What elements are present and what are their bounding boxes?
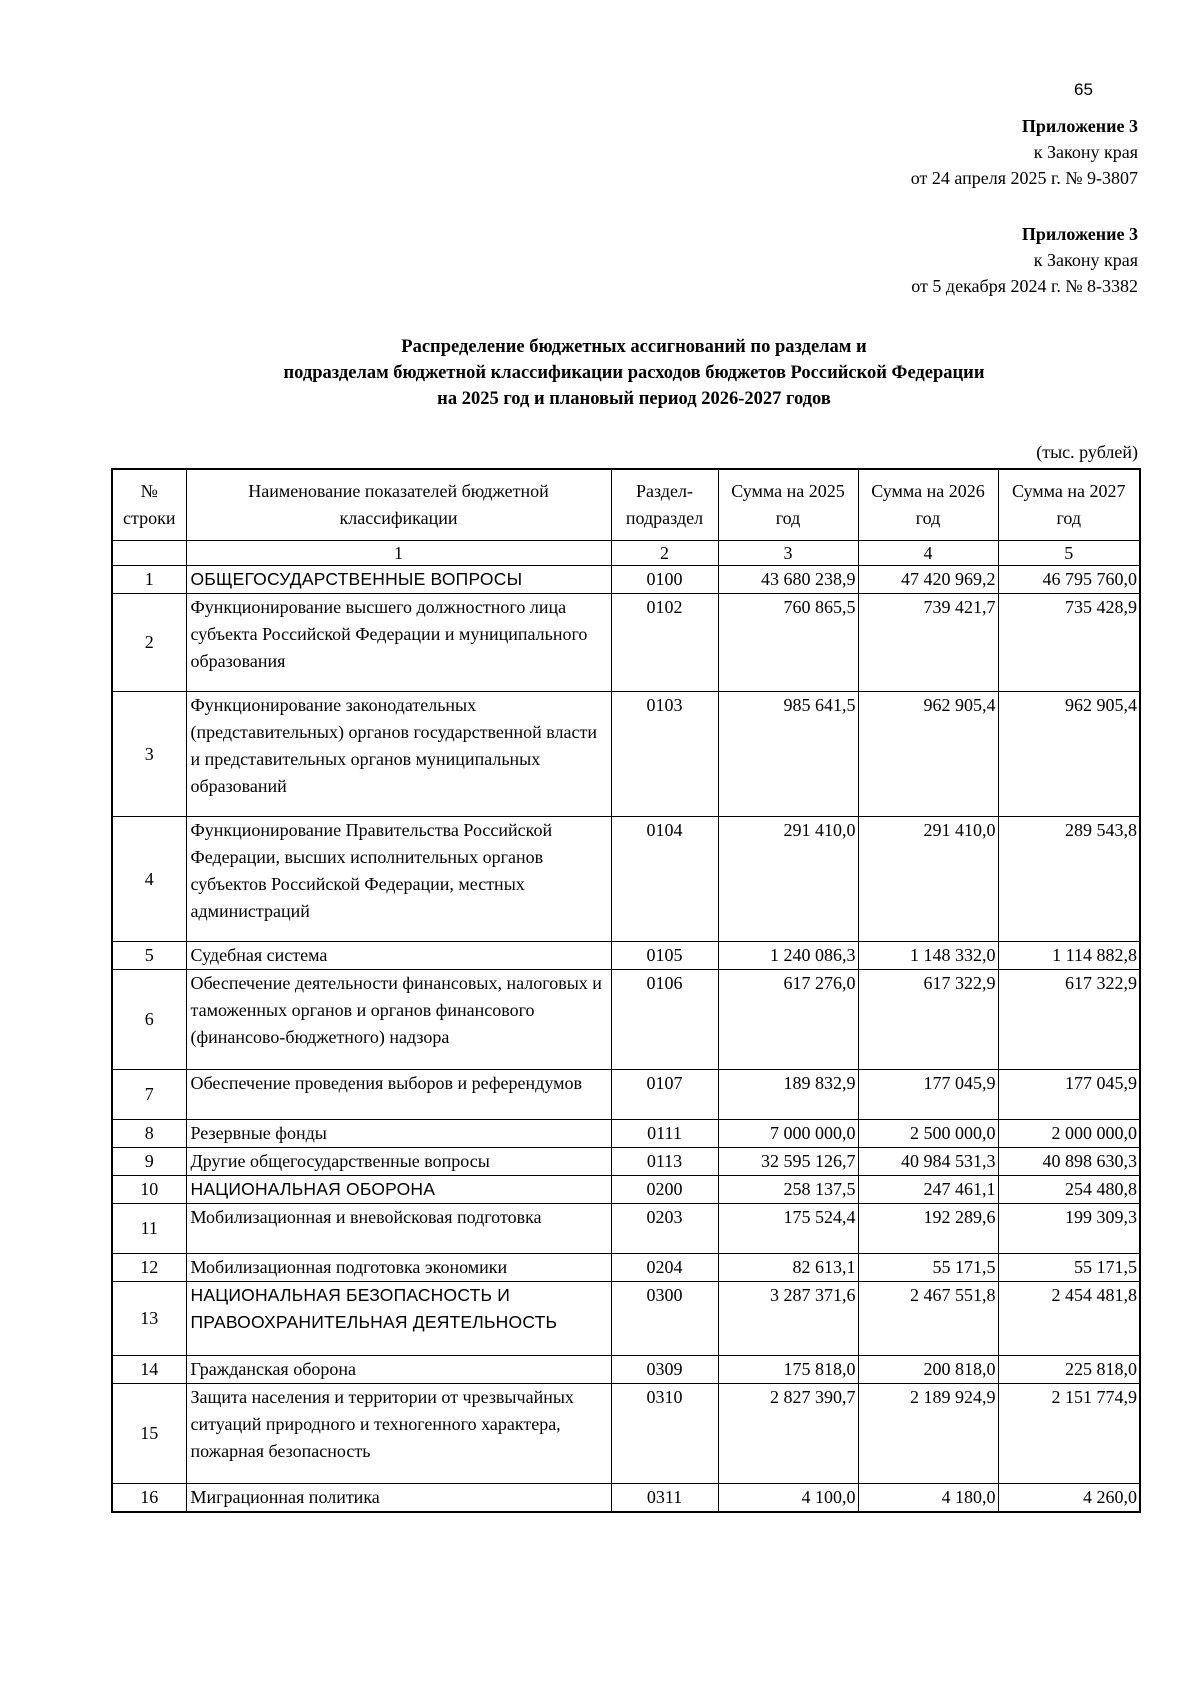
sum-2027: 55 171,5: [998, 1254, 1140, 1282]
sum-2026: 47 420 969,2: [858, 566, 998, 594]
title-line-3: на 2025 год и плановый период 2026-2027 годов: [437, 389, 831, 409]
sum-2027: 40 898 630,3: [998, 1148, 1140, 1176]
sum-2026: 291 410,0: [858, 817, 998, 942]
section-code: 0311: [611, 1484, 718, 1513]
header-sum-2026: Сумма на 2026 год: [858, 469, 998, 541]
table-row: [112, 1148, 1140, 1176]
appendix-title: Приложение 3: [1021, 116, 1138, 136]
row-number: 6: [112, 970, 186, 1070]
sum-2025: 2 827 390,7: [718, 1384, 858, 1484]
sum-2025: 3 287 371,6: [718, 1282, 858, 1356]
table-row: [112, 1282, 1140, 1356]
sum-2026: 962 905,4: [858, 692, 998, 817]
sum-2025: 258 137,5: [718, 1176, 858, 1204]
sum-2025: 175 818,0: [718, 1356, 858, 1384]
header-sum-2027: Сумма на 2027 год: [998, 469, 1140, 541]
row-number: 16: [112, 1484, 186, 1513]
row-number: 14: [112, 1356, 186, 1384]
table-row: [112, 1356, 1140, 1384]
document-title: [0, 334, 1200, 412]
section-code: 0309: [611, 1356, 718, 1384]
indicator-name: Миграционная политика: [186, 1484, 611, 1513]
appendix-date-line: от 5 декабря 2024 г. № 8-3382: [911, 276, 1138, 296]
indicator-name: ОБЩЕГОСУДАРСТВЕННЫЕ ВОПРОСЫ: [186, 566, 611, 594]
section-code: 0100: [611, 566, 718, 594]
row-number: 8: [112, 1120, 186, 1148]
table-row: [112, 1120, 1140, 1148]
section-code: 0113: [611, 1148, 718, 1176]
section-code: 0310: [611, 1384, 718, 1484]
column-number: 4: [858, 541, 998, 566]
sum-2027: 617 322,9: [998, 970, 1140, 1070]
table-header-row: [112, 469, 1140, 541]
sum-2027: 254 480,8: [998, 1176, 1140, 1204]
sum-2026: 200 818,0: [858, 1356, 998, 1384]
title-line-1: Распределение бюджетных ассигнований по разделам и: [401, 337, 867, 357]
indicator-name: Функционирование Правительства Российской Федерации, высших исполнительных органов субъектов Российской Федерации, местных администраций: [186, 817, 611, 942]
sum-2027: 735 428,9: [998, 594, 1140, 692]
indicator-name: Обеспечение деятельности финансовых, налоговых и таможенных органов и органов финансового (финансово-бюджетного) надзора: [186, 970, 611, 1070]
appendix-date-line: от 24 апреля 2025 г. № 9-3807: [910, 168, 1138, 188]
sum-2026: 2 500 000,0: [858, 1120, 998, 1148]
sum-2027: 2 454 481,8: [998, 1282, 1140, 1356]
indicator-name: Другие общегосударственные вопросы: [186, 1148, 611, 1176]
sum-2025: 7 000 000,0: [718, 1120, 858, 1148]
section-code: 0203: [611, 1204, 718, 1254]
table-row: [112, 1204, 1140, 1254]
header-sum-2025: Сумма на 2025 год: [718, 469, 858, 541]
row-number: 9: [112, 1148, 186, 1176]
indicator-name: НАЦИОНАЛЬНАЯ ОБОРОНА: [186, 1176, 611, 1204]
indicator-name: Защита населения и территории от чрезвычайных ситуаций природного и техногенного характера, пожарная безопасность: [186, 1384, 611, 1484]
row-number: 11: [112, 1204, 186, 1254]
column-number: 3: [718, 541, 858, 566]
sum-2027: 2 151 774,9: [998, 1384, 1140, 1484]
sum-2027: 962 905,4: [998, 692, 1140, 817]
appendix-title: Приложение 3: [1021, 224, 1138, 244]
indicator-name: Мобилизационная и вневойсковая подготовка: [186, 1204, 611, 1254]
column-number-row: [112, 541, 1140, 566]
row-number: 7: [112, 1070, 186, 1120]
sum-2027: 199 309,3: [998, 1204, 1140, 1254]
appendix-header-current: [911, 113, 1138, 191]
sum-2025: 175 524,4: [718, 1204, 858, 1254]
sum-2025: 82 613,1: [718, 1254, 858, 1282]
indicator-name: Гражданская оборона: [186, 1356, 611, 1384]
sum-2027: 289 543,8: [998, 817, 1140, 942]
row-number: 12: [112, 1254, 186, 1282]
row-number: 2: [112, 594, 186, 692]
sum-2025: 617 276,0: [718, 970, 858, 1070]
section-code: 0104: [611, 817, 718, 942]
sum-2027: 4 260,0: [998, 1484, 1140, 1513]
table-row: [112, 1176, 1140, 1204]
budget-table: [111, 468, 1141, 1513]
sum-2025: 291 410,0: [718, 817, 858, 942]
table-row: [112, 692, 1140, 817]
sum-2025: 4 100,0: [718, 1484, 858, 1513]
sum-2026: 40 984 531,3: [858, 1148, 998, 1176]
indicator-name: Резервные фонды: [186, 1120, 611, 1148]
table-row: [112, 817, 1140, 942]
table-row: [112, 1254, 1140, 1282]
sum-2027: 46 795 760,0: [998, 566, 1140, 594]
table-row: [112, 1484, 1140, 1513]
header-section-code: Раздел- подраздел: [611, 469, 718, 541]
table-row: [112, 970, 1140, 1070]
header-indicator-name: Наименование показателей бюджетной классификации: [186, 469, 611, 541]
sum-2026: 2 189 924,9: [858, 1384, 998, 1484]
sum-2027: 177 045,9: [998, 1070, 1140, 1120]
sum-2026: 55 171,5: [858, 1254, 998, 1282]
section-code: 0300: [611, 1282, 718, 1356]
appendix-header-original: [911, 221, 1138, 299]
row-number: 1: [112, 566, 186, 594]
sum-2026: 2 467 551,8: [858, 1282, 998, 1356]
sum-2025: 985 641,5: [718, 692, 858, 817]
row-number: 3: [112, 692, 186, 817]
indicator-name: Судебная система: [186, 942, 611, 970]
sum-2025: 43 680 238,9: [718, 566, 858, 594]
sum-2026: 1 148 332,0: [858, 942, 998, 970]
indicator-name: Обеспечение проведения выборов и референдумов: [186, 1070, 611, 1120]
sum-2025: 189 832,9: [718, 1070, 858, 1120]
row-number: 13: [112, 1282, 186, 1356]
section-code: 0103: [611, 692, 718, 817]
section-code: 0106: [611, 970, 718, 1070]
sum-2026: 617 322,9: [858, 970, 998, 1070]
column-number: 5: [998, 541, 1140, 566]
column-number-blank: [112, 541, 186, 566]
row-number: 5: [112, 942, 186, 970]
sum-2027: 2 000 000,0: [998, 1120, 1140, 1148]
header-row-number: № строки: [112, 469, 186, 541]
sum-2026: 192 289,6: [858, 1204, 998, 1254]
table-row: [112, 594, 1140, 692]
page-number: 65: [1074, 80, 1093, 99]
column-number: 1: [186, 541, 611, 566]
row-number: 4: [112, 817, 186, 942]
sum-2026: 4 180,0: [858, 1484, 998, 1513]
section-code: 0102: [611, 594, 718, 692]
sum-2026: 247 461,1: [858, 1176, 998, 1204]
sum-2026: 177 045,9: [858, 1070, 998, 1120]
sum-2027: 1 114 882,8: [998, 942, 1140, 970]
column-number: 2: [611, 541, 718, 566]
section-code: 0200: [611, 1176, 718, 1204]
section-code: 0107: [611, 1070, 718, 1120]
title-line-2: подразделам бюджетной классификации расходов бюджетов Российской Федерации: [283, 363, 985, 383]
indicator-name: Функционирование законодательных (представительных) органов государственной власти и представительных органов муниципальных образований: [186, 692, 611, 817]
section-code: 0204: [611, 1254, 718, 1282]
sum-2025: 1 240 086,3: [718, 942, 858, 970]
sum-2026: 739 421,7: [858, 594, 998, 692]
section-code: 0105: [611, 942, 718, 970]
table-row: [112, 1384, 1140, 1484]
indicator-name: НАЦИОНАЛЬНАЯ БЕЗОПАСНОСТЬ И ПРАВООХРАНИТЕЛЬНАЯ ДЕЯТЕЛЬНОСТЬ: [186, 1282, 611, 1356]
row-number: 15: [112, 1384, 186, 1484]
sum-2025: 32 595 126,7: [718, 1148, 858, 1176]
indicator-name: Функционирование высшего должностного лица субъекта Российской Федерации и муниципального образования: [186, 594, 611, 692]
sum-2025: 760 865,5: [718, 594, 858, 692]
row-number: 10: [112, 1176, 186, 1204]
appendix-law-line: к Закону края: [1033, 142, 1138, 162]
appendix-law-line: к Закону края: [1033, 250, 1138, 270]
table-row: [112, 942, 1140, 970]
table-row: [112, 566, 1140, 594]
sum-2027: 225 818,0: [998, 1356, 1140, 1384]
section-code: 0111: [611, 1120, 718, 1148]
units-label: (тыс. рублей): [1036, 442, 1138, 462]
table-row: [112, 1070, 1140, 1120]
indicator-name: Мобилизационная подготовка экономики: [186, 1254, 611, 1282]
